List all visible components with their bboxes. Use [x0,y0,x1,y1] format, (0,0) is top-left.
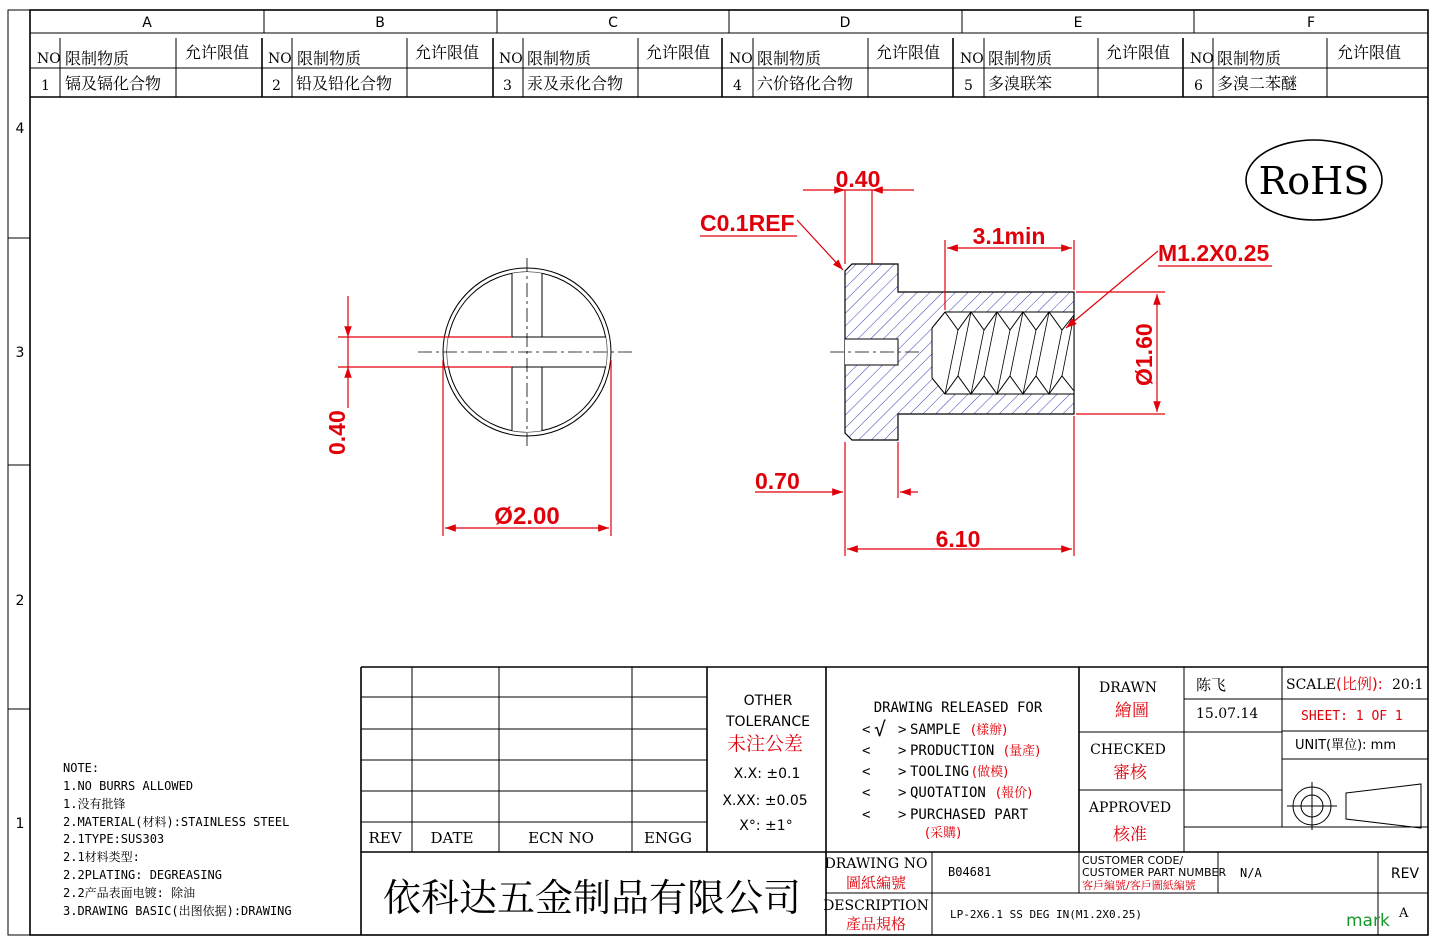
substance-no: 5 [964,78,973,94]
substance-name: 六价铬化合物 [757,74,854,93]
note-line: 1.NO BURRS ALLOWED [63,779,194,793]
release-bracket: > [898,764,907,780]
dim-head-width [803,190,914,264]
note-line: NOTE: [63,761,100,775]
header-limit: 允许限值 [1106,43,1171,62]
header-limit: 允许限值 [646,43,711,62]
company-name: 依科达五金制品有限公司 [382,876,802,920]
header-limit: 允许限值 [1337,43,1402,62]
header-substance: 限制物质 [988,49,1053,68]
header-no: NO [1190,51,1214,67]
checked-label-cn: 審核 [1113,763,1147,783]
header-limit: 允许限值 [185,43,250,62]
head-front-view [418,258,636,446]
dim-thread-diameter-label: Ø1.60 [1131,323,1157,386]
release-bracket: > [898,722,907,738]
zone-row-ticks [8,238,30,709]
release-bracket: < [862,807,871,823]
screw-side-view [830,264,1074,440]
release-option: TOOLING [910,764,970,780]
header-substance: 限制物质 [1217,49,1282,68]
approved-label: APPROVED [1088,800,1172,816]
zone-col-e: E [1073,15,1083,31]
dim-thread-length-label: 3.1min [972,223,1046,249]
engg-header: ENGG [643,829,693,847]
zone-col-d: D [839,15,851,31]
customer-label-cn: 客戶編號/客戶圖紙編號 [1082,879,1196,892]
zone-column-dividers [264,10,1194,33]
zone-col-b: B [375,15,385,31]
scale-label-cn: (比例): [1336,675,1383,693]
zone-col-f: F [1306,15,1316,31]
drawn-by: 陈飞 [1196,676,1227,694]
release-bracket: < [862,785,871,801]
dim-thread-label: M1.2X0.25 [1158,240,1270,266]
release-bracket: < [862,764,871,780]
release-option-cn: (樣辦) [971,723,1008,738]
description-label: DESCRIPTION [823,898,929,914]
release-option-cn: (做模) [972,765,1009,780]
customer-value: N/A [1240,866,1262,880]
header-substance: 限制物质 [65,49,130,68]
dim-head-height [755,442,918,556]
note-line: 2.1TYPE:SUS303 [63,832,165,846]
drawing-no-label: DRAWING NO [824,856,928,872]
release-bracket: > [898,743,907,759]
zone-row-1: 1 [15,816,25,832]
substance-no: 4 [733,78,742,94]
substance-no: 2 [272,78,281,94]
release-option-cn: (量產) [1004,744,1041,759]
description-label-cn: 產品規格 [845,915,907,933]
zone-row-3: 3 [15,345,25,361]
note-line: 1.没有批锋 [63,797,126,811]
zone-row-2: 2 [15,593,25,609]
substance-name: 汞及汞化合物 [527,74,624,93]
substance-no: 3 [503,78,512,94]
tolerance-title: OTHER [743,693,793,709]
header-substance: 限制物质 [757,49,822,68]
date-header: DATE [430,829,474,847]
unit-label: UNIT(單位): mm [1295,738,1396,753]
tolerance-xxx: X.XX: ±0.05 [722,793,808,809]
release-bracket: < [862,722,871,738]
drawing-no-value: B04681 [948,865,992,879]
check-icon: √ [874,717,887,741]
rev-value: A [1399,906,1409,921]
header-no: NO [729,51,753,67]
checked-label: CHECKED [1090,742,1166,758]
dim-chamfer-label: C0.1REF [700,210,795,236]
rohs-logo: RoHS [1258,159,1370,203]
header-substance: 限制物质 [527,49,592,68]
release-bracket: < [862,743,871,759]
scale-label: SCALE [1286,677,1336,693]
sheet-label: SHEET: 1 OF 1 [1301,709,1403,724]
header-substance: 限制物质 [297,49,362,68]
outer-border [8,10,1428,935]
rev-header: REV [368,829,402,847]
zone-col-a: A [142,15,152,31]
substance-name: 多溴联笨 [988,74,1053,93]
header-no: NO [37,51,61,67]
header-limit: 允许限值 [876,43,941,62]
release-option: PRODUCTION [910,743,995,759]
dim-slot-width-label: 0.40 [324,410,350,455]
release-title: DRAWING RELEASED FOR [873,700,1043,716]
release-option-cn: (報价) [996,786,1033,801]
drawn-date: 15.07.14 [1196,706,1259,722]
ecn-header: ECN NO [528,829,594,847]
substance-no: 1 [41,78,50,94]
release-option: QUOTATION [910,785,986,801]
substance-name: 多溴二苯醚 [1217,74,1298,93]
tolerance-deg: X°: ±1° [739,818,793,834]
tolerance-title: TOLERANCE [725,714,811,730]
note-line: 2.1材料类型: [63,850,140,864]
note-line: 2.2PLATING: DEGREASING [63,868,222,882]
drawn-label-cn: 繪圖 [1115,701,1149,721]
customer-code-label: CUSTOMER CODE/ [1082,854,1184,867]
tolerance-title-cn: 未注公差 [726,733,804,755]
dim-total-length-label: 6.10 [935,526,981,552]
drawn-label: DRAWN [1099,680,1157,696]
zone-col-c: C [608,15,618,31]
note-line: 3.DRAWING BASIC(出图依据):DRAWING [63,904,292,918]
tolerance-xx: X.X: ±0.1 [733,766,801,782]
watermark: mark [1346,911,1390,931]
substance-name: 镉及镉化合物 [65,74,162,93]
note-line: 2.2产品表面电镀: 除油 [63,886,196,900]
note-line: 2.MATERIAL(材料):STAINLESS STEEL [63,815,290,829]
dim-head-height-label: 0.70 [755,468,800,494]
description-value: LP-2X6.1 SS DEG IN(M1.2X0.25) [950,908,1143,921]
header-limit: 允许限值 [415,43,480,62]
substance-name: 铅及铅化合物 [296,74,393,93]
substance-no: 6 [1194,78,1203,94]
scale-value: 20:1 [1392,677,1424,693]
release-bracket: > [898,807,907,823]
release-option: PURCHASED PART [910,807,1029,823]
projection-symbol-icon [1287,782,1421,830]
header-no: NO [960,51,984,67]
release-option-cn: (采購) [925,826,962,841]
release-option: SAMPLE [910,722,961,738]
release-bracket: > [898,785,907,801]
approved-label-cn: 核准 [1113,825,1147,845]
header-no: NO [499,51,523,67]
zone-row-4: 4 [15,121,25,137]
dim-head-width-label: 0.40 [835,166,881,192]
rev-label: REV [1390,866,1420,882]
dim-head-diameter-label: Ø2.00 [494,503,560,530]
notes [63,761,292,918]
drawing-no-label-cn: 圖紙編號 [845,874,907,892]
header-no: NO [268,51,292,67]
customer-part-label: CUSTOMER PART NUMBER [1082,866,1227,879]
